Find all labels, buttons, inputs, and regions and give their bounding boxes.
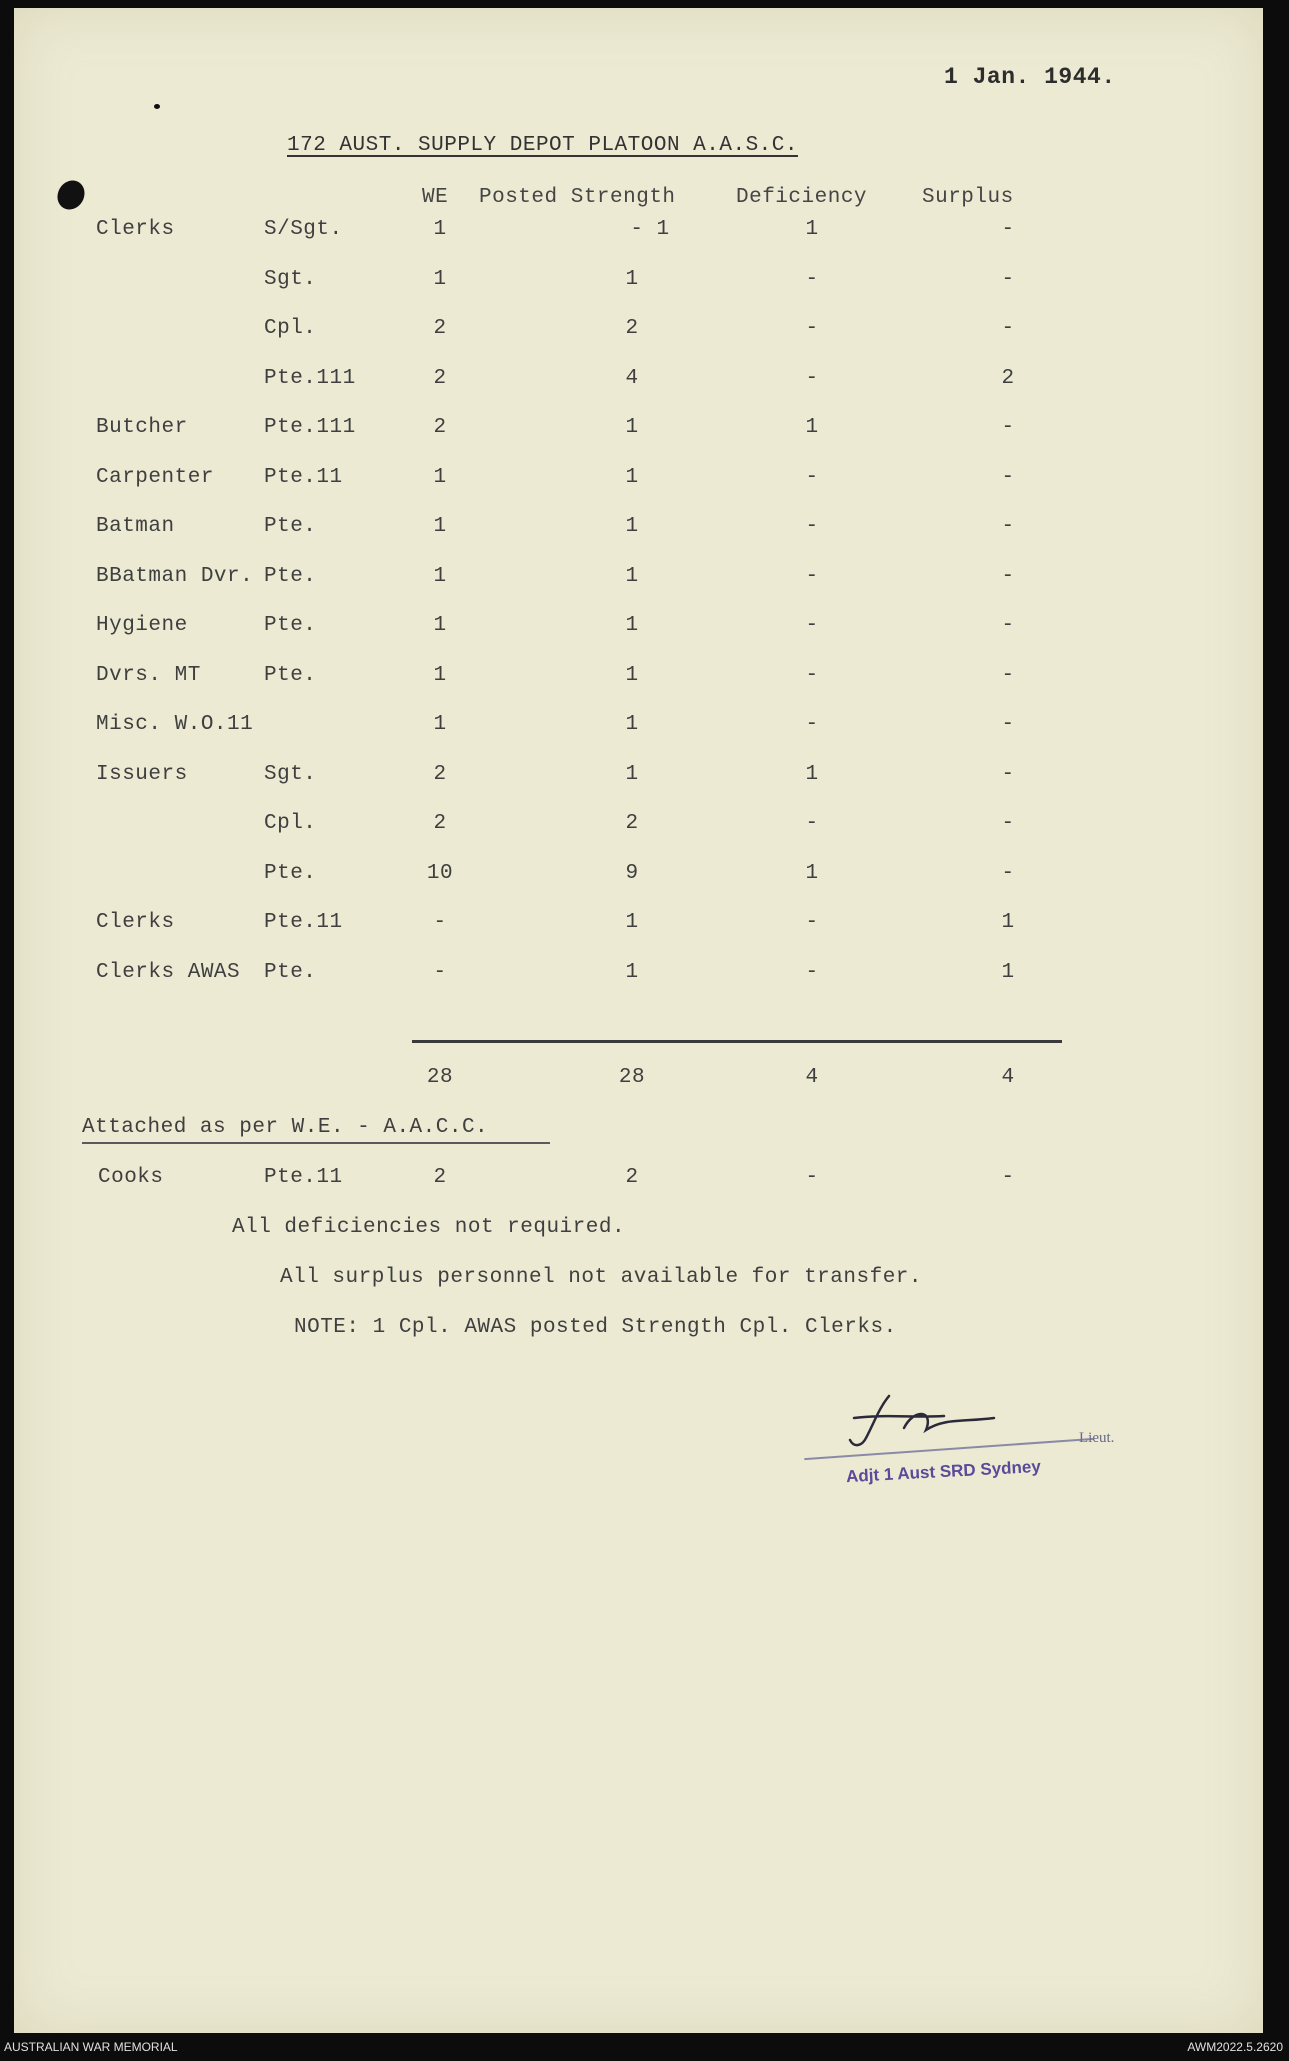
row-surplus: - bbox=[1001, 416, 1015, 439]
row-we: 2 bbox=[433, 366, 447, 390]
row-posted: 1 bbox=[625, 465, 639, 489]
row-trade: Hygiene bbox=[96, 614, 188, 637]
attached-trade: Cooks bbox=[98, 1166, 164, 1189]
row-posted: 1 bbox=[625, 515, 639, 538]
row-trade: Dvrs. MT bbox=[96, 663, 201, 687]
total-surplus: 4 bbox=[1001, 1066, 1015, 1089]
header-surplus: Surplus bbox=[922, 186, 1014, 209]
row-deficiency: - bbox=[805, 267, 819, 291]
row-we: 1 bbox=[433, 663, 447, 687]
row-deficiency: - bbox=[805, 614, 819, 637]
row-deficiency: - bbox=[805, 317, 819, 340]
totals-rule bbox=[412, 1040, 1062, 1043]
row-rank: Pte.11 bbox=[264, 911, 343, 934]
row-trade: Clerks bbox=[96, 911, 175, 934]
row-deficiency: - bbox=[805, 812, 819, 835]
row-we: 1 bbox=[433, 713, 447, 736]
row-rank: Pte. bbox=[264, 564, 317, 588]
row-posted: 1 bbox=[625, 663, 639, 687]
row-trade: Misc. W.O.11 bbox=[96, 713, 254, 736]
attached-rank: Pte.11 bbox=[264, 1166, 343, 1189]
row-posted: - 1 bbox=[630, 218, 670, 241]
total-posted: 28 bbox=[618, 1066, 646, 1089]
row-posted: 4 bbox=[625, 366, 639, 390]
row-we: 2 bbox=[433, 762, 447, 786]
row-deficiency: 1 bbox=[805, 218, 819, 241]
note-deficiencies: All deficiencies not required. bbox=[232, 1216, 626, 1239]
row-deficiency: - bbox=[805, 366, 819, 390]
attached-posted: 2 bbox=[625, 1166, 639, 1189]
row-rank: Pte.111 bbox=[264, 366, 356, 390]
ink-blot bbox=[52, 176, 90, 215]
row-we: 2 bbox=[433, 812, 447, 835]
row-rank: Pte. bbox=[264, 663, 317, 687]
row-we: 1 bbox=[433, 218, 447, 241]
header-we: WE bbox=[422, 186, 449, 209]
row-trade: BBatman Dvr. bbox=[96, 564, 254, 588]
row-posted: 2 bbox=[625, 317, 639, 340]
row-trade: Batman bbox=[96, 515, 175, 538]
document-title: 172 AUST. SUPPLY DEPOT PLATOON A.A.S.C. bbox=[287, 134, 798, 157]
row-deficiency: 1 bbox=[805, 416, 819, 439]
row-rank: Sgt. bbox=[264, 762, 317, 786]
row-surplus: - bbox=[1001, 812, 1015, 835]
row-surplus: - bbox=[1001, 267, 1015, 291]
row-posted: 1 bbox=[625, 267, 639, 291]
row-posted: 1 bbox=[625, 713, 639, 736]
row-surplus: - bbox=[1001, 614, 1015, 637]
row-deficiency: - bbox=[805, 465, 819, 489]
row-posted: 1 bbox=[625, 614, 639, 637]
row-surplus: - bbox=[1001, 861, 1015, 885]
row-rank: Pte. bbox=[264, 614, 317, 637]
note-awas: NOTE: 1 Cpl. AWAS posted Strength Cpl. Clerks. bbox=[294, 1316, 897, 1339]
row-rank: S/Sgt. bbox=[264, 218, 343, 241]
row-posted: 1 bbox=[625, 911, 639, 934]
row-we: - bbox=[433, 911, 447, 934]
row-deficiency: - bbox=[805, 911, 819, 934]
attached-heading: Attached as per W.E. - A.A.C.C. bbox=[82, 1116, 489, 1139]
row-deficiency: 1 bbox=[805, 861, 819, 885]
row-trade: Clerks bbox=[96, 218, 175, 241]
row-deficiency: 1 bbox=[805, 762, 819, 786]
adjutant-stamp: Adjt 1 Aust SRD Sydney bbox=[845, 1456, 1042, 1487]
row-trade: Issuers bbox=[96, 762, 188, 786]
row-deficiency: - bbox=[805, 960, 819, 984]
row-rank: Pte. bbox=[264, 861, 317, 885]
row-surplus: - bbox=[1001, 515, 1015, 538]
row-posted: 1 bbox=[625, 960, 639, 984]
row-surplus: - bbox=[1001, 218, 1015, 241]
row-posted: 2 bbox=[625, 812, 639, 835]
row-rank: Cpl. bbox=[264, 317, 317, 340]
header-posted-strength: Posted Strength bbox=[479, 186, 676, 209]
row-posted: 1 bbox=[625, 762, 639, 786]
row-surplus: 1 bbox=[1001, 960, 1015, 984]
row-rank: Pte.11 bbox=[264, 465, 343, 489]
row-rank: Sgt. bbox=[264, 267, 317, 291]
row-surplus: - bbox=[1001, 465, 1015, 489]
row-deficiency: - bbox=[805, 663, 819, 687]
row-trade: Carpenter bbox=[96, 465, 214, 489]
row-trade: Clerks AWAS bbox=[96, 960, 241, 984]
row-surplus: 2 bbox=[1001, 366, 1015, 390]
attached-we: 2 bbox=[433, 1166, 447, 1189]
row-surplus: - bbox=[1001, 317, 1015, 340]
row-posted: 1 bbox=[625, 564, 639, 588]
row-we: 1 bbox=[433, 564, 447, 588]
row-deficiency: - bbox=[805, 564, 819, 588]
row-surplus: - bbox=[1001, 762, 1015, 786]
footer-accession-number: AWM2022.5.2620 bbox=[1187, 2040, 1283, 2054]
attached-underline bbox=[82, 1142, 550, 1144]
attached-deficiency: - bbox=[805, 1166, 819, 1189]
total-we: 28 bbox=[426, 1066, 454, 1089]
row-we: 10 bbox=[426, 861, 454, 885]
row-rank: Pte. bbox=[264, 515, 317, 538]
row-we: 1 bbox=[433, 515, 447, 538]
row-rank: Pte. bbox=[264, 960, 317, 984]
row-surplus: 1 bbox=[1001, 911, 1015, 934]
attached-surplus: - bbox=[1001, 1166, 1015, 1189]
row-deficiency: - bbox=[805, 713, 819, 736]
row-deficiency: - bbox=[805, 515, 819, 538]
document-page bbox=[14, 8, 1263, 2033]
row-posted: 1 bbox=[625, 416, 639, 439]
row-we: 1 bbox=[433, 267, 447, 291]
row-trade: Butcher bbox=[96, 416, 188, 439]
row-we: 2 bbox=[433, 317, 447, 340]
ink-speck bbox=[154, 104, 160, 109]
row-surplus: - bbox=[1001, 564, 1015, 588]
handwritten-signature bbox=[794, 1388, 1034, 1458]
row-posted: 9 bbox=[625, 861, 639, 885]
row-we: 1 bbox=[433, 465, 447, 489]
row-we: 1 bbox=[433, 614, 447, 637]
row-rank: Cpl. bbox=[264, 812, 317, 835]
row-rank: Pte.111 bbox=[264, 416, 356, 439]
row-we: 2 bbox=[433, 416, 447, 439]
document-date: 1 Jan. 1944. bbox=[944, 64, 1116, 90]
footer-archive-name: AUSTRALIAN WAR MEMORIAL bbox=[4, 2040, 178, 2054]
signature-rank: Lieut. bbox=[1079, 1430, 1115, 1446]
row-surplus: - bbox=[1001, 713, 1015, 736]
total-deficiency: 4 bbox=[805, 1066, 819, 1089]
row-we: - bbox=[433, 960, 447, 984]
row-surplus: - bbox=[1001, 663, 1015, 687]
header-deficiency: Deficiency bbox=[736, 186, 868, 209]
note-surplus: All surplus personnel not available for transfer. bbox=[280, 1266, 923, 1289]
